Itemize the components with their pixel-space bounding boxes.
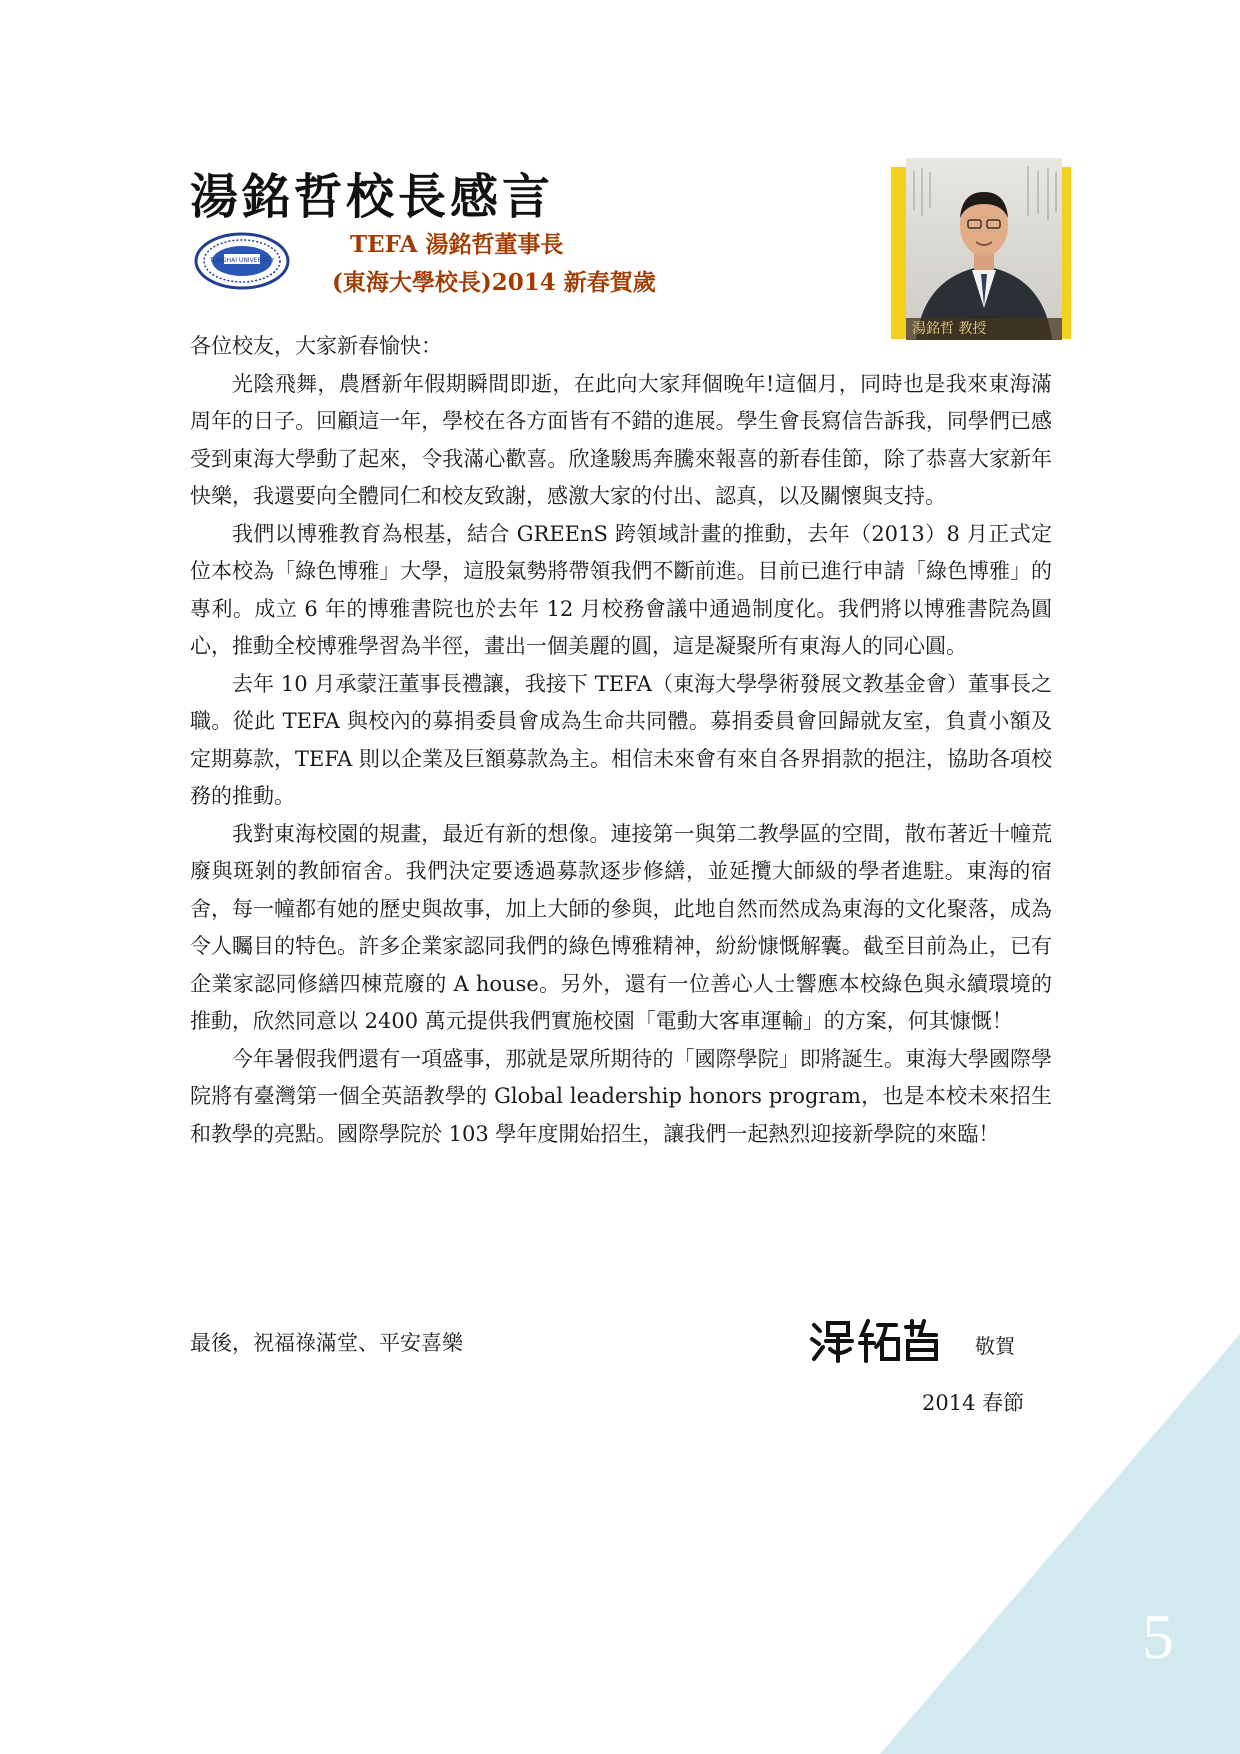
letter-paragraph-1: 光陰飛舞，農曆新年假期瞬間即逝，在此向大家拜個晚年!這個月，同時也是我來東海滿周年的日子。回顧這一年，學校在各方面皆有不錯的進展。學生會長寫信告訴我，同學們已感受到東海大學動了起來，令我滿心歡喜。欣逢駿馬奔騰來報喜的新春佳節，除了恭喜大家新年快樂，我還要向全體同仁和校友致謝，感激大家的付出、認真，以及關懷與支持。 (190, 371, 1052, 508)
letter-paragraph-3: 去年 10 月承蒙汪董事長禮讓，我接下 TEFA（東海大學學術發展文教基金會）董事長之職。從此 TEFA 與校內的募捐委員會成為生命共同體。募捐委員會回歸就友室，負責小額及定期募款，TEFA 則以企業及巨額募款為主。相信未來會有來自各界捐款的挹注，協助各項校務的推動。 (190, 671, 1052, 808)
letter-date: 2014 春節 (922, 1391, 1025, 1415)
logo-text: TUNGHAI UNIVERSITY (209, 257, 275, 264)
regards-text: 敬賀 (975, 1334, 1015, 1358)
closing-wish: 最後，祝福祿滿堂、平安喜樂 (190, 1331, 463, 1355)
portrait-illustration (906, 158, 1062, 340)
subtitle (332, 226, 656, 302)
handwritten-signature (808, 1315, 958, 1365)
university-logo (194, 232, 290, 290)
letter-paragraph-4: 我對東海校園的規畫，最近有新的想像。連接第一與第二教學區的空間，散布著近十幢荒廢與斑剝的教師宿舍。我們決定要透過募款逐步修繕，並延攬大師級的學者進駐。東海的宿舍，每一幢都有她的歷史與故事，加上大師的參與，此地自然而然成為東海的文化聚落，成為令人矚目的特色。許多企業家認同我們的綠色博雅精神，紛紛慷慨解囊。截至目前為止，已有企業家認同修繕四棟荒廢的 A house。另外，還有一位善心人士響應本校綠色與永續環境的推動，欣然同意以 2400 萬元提供我們實施校園「電動大客車運輸」的方案，何其慷慨！ (190, 821, 1052, 1033)
letter-paragraph-2: 我們以博雅教育為根基，結合 GREEnS 跨領域計畫的推動，去年（2013）8 月正式定位本校為「綠色博雅」大學，這股氣勢將帶領我們不斷前進。目前已進行申請「綠色博雅」的專利。成立 6 年的博雅書院也於去年 12 月校務會議中通過制度化。我們將以博雅書院為圓心，推動全校博雅學習為半徑，畫出一個美麗的圓，這是凝聚所有東海人的同心圓。 (190, 521, 1052, 658)
page-title: 湯銘哲校長感言 (190, 169, 555, 225)
portrait-photo (906, 158, 1062, 340)
letter-body (190, 328, 1052, 1153)
letter-paragraph-5: 今年暑假我們還有一項盛事，那就是眾所期待的「國際學院」即將誕生。東海大學國際學院將有臺灣第一個全英語教學的 Global leadership honors program，也是本校未來招生和教學的亮點。國際學院於 103 學年度開始招生，讓我們一起熱烈迎接新學院的來臨！ (190, 1046, 1052, 1146)
subtitle-line-1: TEFA 湯銘哲董事長 (350, 231, 564, 258)
page-number: 5 (1142, 1601, 1174, 1672)
photo-caption: 湯銘哲 教授 (906, 318, 1062, 340)
subtitle-line-2: (東海大學校長)2014 新春賀歲 (332, 269, 656, 296)
letter-greeting: 各位校友，大家新春愉快： (190, 334, 442, 358)
